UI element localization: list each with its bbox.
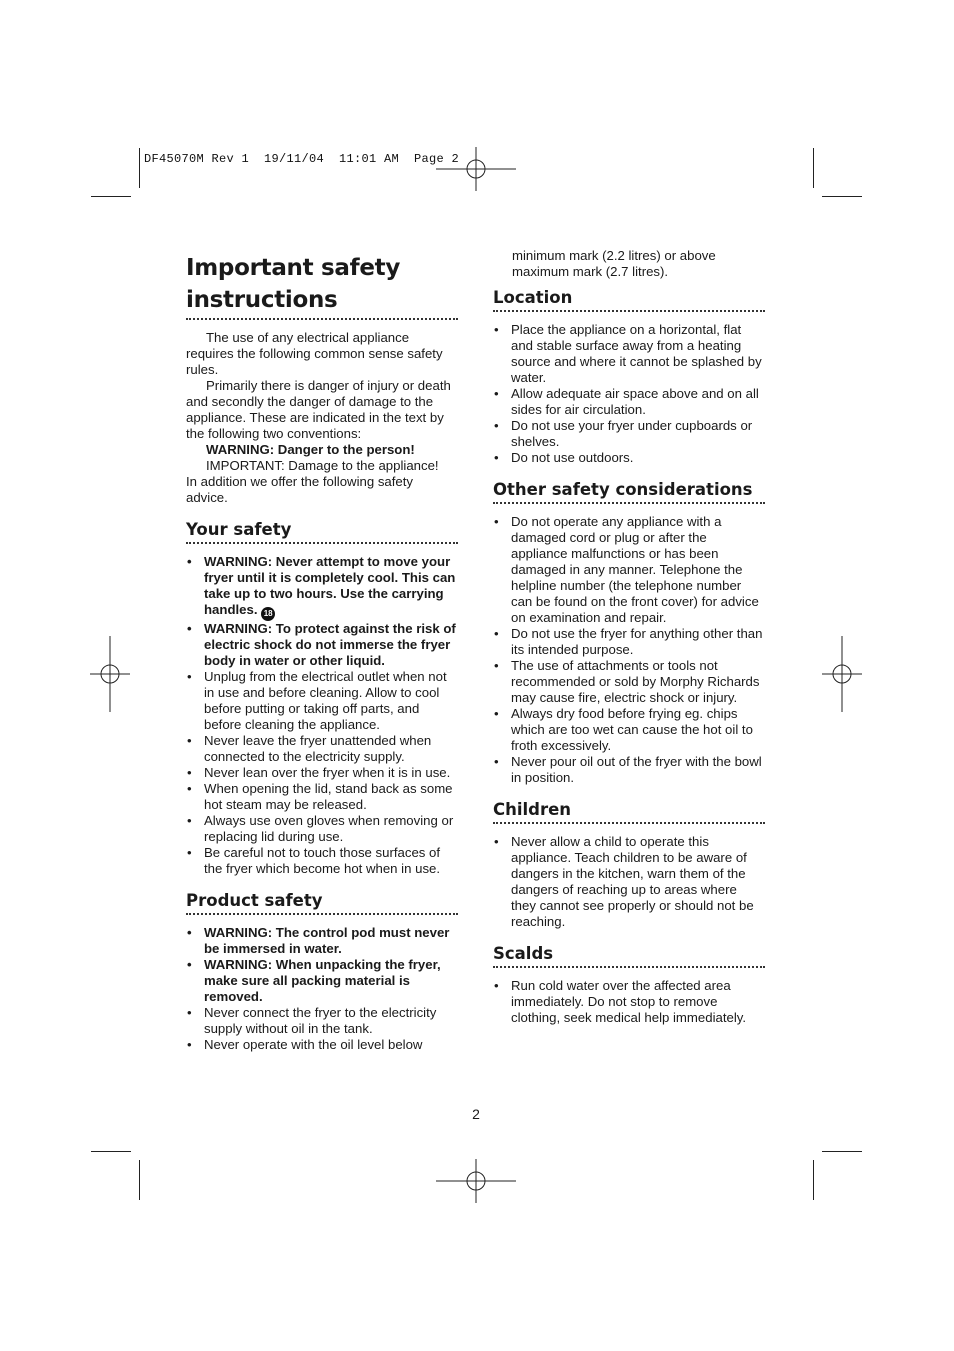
- children-list: [493, 834, 765, 930]
- page-number: 2: [472, 1106, 480, 1122]
- registration-mark: [822, 636, 862, 712]
- title-line-1: Important safety: [186, 255, 401, 281]
- dotted-rule: [186, 318, 458, 320]
- list-item-continuation: minimum mark (2.2 litres) or above maximum mark (2.7 litres).: [512, 248, 716, 279]
- list-item: • WARNING: The control pod must never be immersed in water.: [186, 925, 458, 957]
- title-line-2: instructions: [186, 287, 338, 313]
- intro-paragraph-1: The use of any electrical appliance requires the following common sense safety rules.: [186, 330, 443, 377]
- dotted-rule: [493, 310, 765, 312]
- list-item: • Always dry food before frying eg. chips which are too wet can cause the hot oil to froth excessively.: [493, 706, 765, 754]
- reference-badge: 18: [261, 607, 275, 621]
- intro-paragraph-3: In addition we offer the following safety advice.: [186, 474, 414, 505]
- list-item: • Never leave the fryer unattended when connected to the electricity supply.: [186, 733, 458, 765]
- left-column: [186, 252, 458, 1053]
- list-item: • Never lean over the fryer when it is in use.: [186, 765, 458, 781]
- list-item: • Be careful not to touch those surfaces of the fryer which become hot when in use.: [186, 845, 458, 877]
- list-item: • Do not use outdoors.: [493, 450, 765, 466]
- registration-mark: [436, 147, 516, 191]
- list-item: • Do not use your fryer under cupboards or shelves.: [493, 418, 765, 450]
- list-item: • Never allow a child to operate this appliance. Teach children to be aware of dangers in the kitchen, warn them of the dangers of reaching up to areas where they cannot see properly or should not be reaching.: [493, 834, 765, 930]
- section-heading-product-safety: Product safety: [186, 891, 323, 910]
- crop-mark: [822, 1151, 862, 1152]
- important-convention: IMPORTANT: Damage to the appliance!: [206, 458, 439, 473]
- list-item: • Never connect the fryer to the electricity supply without oil in the tank.: [186, 1005, 458, 1037]
- crop-mark: [813, 1160, 814, 1200]
- list-item: • Run cold water over the affected area immediately. Do not stop to remove clothing, seek medical help immediately.: [493, 978, 765, 1026]
- registration-mark: [90, 636, 130, 712]
- list-item: • Never operate with the oil level below: [186, 1037, 458, 1053]
- product-safety-list: [186, 925, 458, 1053]
- print-slug: DF45070M Rev 1 19/11/04 11:01 AM Page 2: [144, 152, 460, 166]
- section-heading-children: Children: [493, 800, 572, 819]
- dotted-rule: [493, 966, 765, 968]
- list-item: • Place the appliance on a horizontal, flat and stable surface away from a heating source and where it cannot be splashed by water.: [493, 322, 765, 386]
- list-item: • Do not operate any appliance with a damaged cord or plug or after the appliance malfunctions or has been damaged in any manner. Telephone the helpline number (the telephone number can be found on the front cover) for advice on examination and repair.: [493, 514, 765, 626]
- list-item: • Allow adequate air space above and on all sides for air circulation.: [493, 386, 765, 418]
- list-item: • When opening the lid, stand back as some hot steam may be released.: [186, 781, 458, 813]
- dotted-rule: [186, 542, 458, 544]
- dotted-rule: [493, 502, 765, 504]
- crop-mark: [813, 148, 814, 188]
- list-item: • Always use oven gloves when removing or replacing lid during use.: [186, 813, 458, 845]
- dotted-rule: [186, 913, 458, 915]
- list-item: • Unplug from the electrical outlet when not in use and before cleaning. Allow to cool before putting or taking off parts, and before cleaning the appliance.: [186, 669, 458, 733]
- warning-convention: WARNING: Danger to the person!: [206, 442, 415, 457]
- crop-mark: [822, 196, 862, 197]
- crop-mark: [139, 1160, 140, 1200]
- your-safety-list: [186, 554, 458, 877]
- list-item: • WARNING: To protect against the risk of electric shock do not immerse the fryer body in water or other liquid.: [186, 621, 458, 669]
- location-list: [493, 322, 765, 466]
- right-column: [493, 248, 765, 1026]
- crop-mark: [91, 196, 131, 197]
- list-item: • Do not use the fryer for anything other than its intended purpose.: [493, 626, 765, 658]
- dotted-rule: [493, 822, 765, 824]
- crop-mark: [139, 148, 140, 188]
- scalds-list: [493, 978, 765, 1026]
- registration-mark: [436, 1159, 516, 1203]
- section-heading-other-safety: Other safety considerations: [493, 480, 753, 499]
- list-item: • The use of attachments or tools not recommended or sold by Morphy Richards may cause fire, electric shock or injury.: [493, 658, 765, 706]
- list-item: • Never pour oil out of the fryer with the bowl in position.: [493, 754, 765, 786]
- intro-paragraph-2: Primarily there is danger of injury or death and secondly the danger of damage to the appliance. These are indicated in the text by the following two conventions:: [186, 378, 451, 441]
- list-item: • WARNING: When unpacking the fryer, make sure all packing material is removed.: [186, 957, 458, 1005]
- page-title: [186, 252, 458, 318]
- section-heading-scalds: Scalds: [493, 944, 554, 963]
- list-item: • WARNING: Never attempt to move your fryer until it is completely cool. This can take up to two hours. Use the carrying handles. 18: [186, 554, 458, 621]
- other-safety-list: [493, 514, 765, 786]
- section-heading-location: Location: [493, 288, 573, 307]
- section-heading-your-safety: Your safety: [186, 520, 292, 539]
- crop-mark: [91, 1151, 131, 1152]
